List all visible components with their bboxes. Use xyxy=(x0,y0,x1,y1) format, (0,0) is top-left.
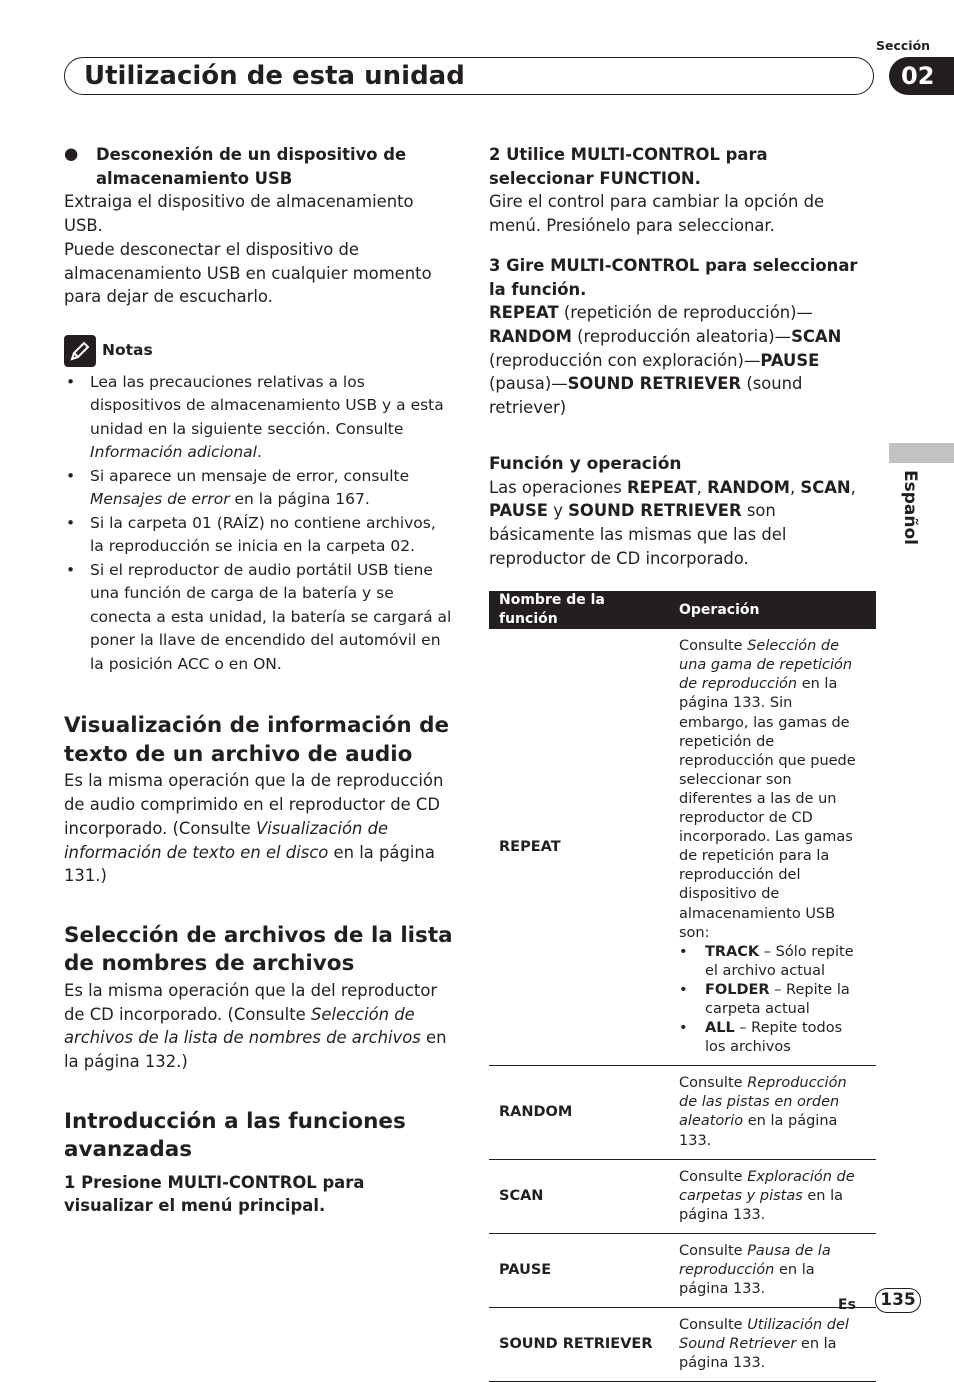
right-column xyxy=(489,143,876,571)
function-operation: Consulte Pausa de la reproducción en la página 133. xyxy=(669,1233,876,1307)
step-1: 1 Presione MULTI-CONTROL para visualizar el menú principal. xyxy=(64,1172,365,1216)
language-tab-marker xyxy=(889,443,954,463)
function-name: RANDOM xyxy=(489,1066,669,1159)
repeat-range-item: • ALL – Repite todos los archivos xyxy=(679,1020,843,1056)
section-heading-text-display: Visualización de información de texto de un archivo de audio xyxy=(64,713,450,767)
repeat-range-item: • TRACK – Sólo repite el archivo actual xyxy=(679,943,854,979)
table-row xyxy=(489,1308,876,1382)
section-body-file-list: Es la misma operación que la del reproductor de CD incorporado. (Consulte Selección de archivos de la lista de nombres de archivos en la página 132.) xyxy=(64,980,447,1072)
step-3-body: REPEAT (repetición de reproducción)—RANDOM (reproducción aleatoria)—SCAN (reproducción con exploración)—PAUSE (pausa)—SOUND RETRIEVER (sound retriever) xyxy=(489,303,842,418)
section-heading-file-list: Selección de archivos de la lista de nombres de archivos xyxy=(64,922,453,977)
bullet-icon: • xyxy=(679,943,688,960)
section-heading-advanced-functions: Introducción a las funciones avanzadas xyxy=(64,1108,406,1163)
table-header-row xyxy=(489,591,876,629)
note-item: • Si el reproductor de audio portátil USB tiene una función de carga de la batería y se conecta a esta unidad, la batería se cargará al poner la llave de encendido del automóvil en la posición ACC o en ON. xyxy=(66,560,452,673)
table-header-function: Nombre de la función xyxy=(489,591,669,629)
function-operation: Consulte Reproducción de las pistas en orden aleatorio en la página 133. xyxy=(669,1066,876,1159)
page-number: 135 xyxy=(875,1288,921,1313)
table-row xyxy=(489,1159,876,1233)
bullet-icon: • xyxy=(66,372,76,391)
repeat-range-item: • FOLDER – Repite la carpeta actual xyxy=(679,981,850,1017)
table-header-operation: Operación xyxy=(669,591,876,629)
pencil-icon xyxy=(64,335,96,367)
note-item: • Lea las precauciones relativas a los dispositivos de almacenamiento USB y a esta unidad en la siguiente sección. Consulte Información adicional. xyxy=(66,372,444,462)
table-row xyxy=(489,1233,876,1307)
step-2-body: Gire el control para cambiar la opción de menú. Presiónelo para seleccionar. xyxy=(489,192,825,236)
section-label: Sección xyxy=(876,38,931,53)
function-operation: Consulte Exploración de carpetas y pistas en la página 133. xyxy=(669,1159,876,1233)
bullet-icon: • xyxy=(679,981,688,998)
section-number: 02 xyxy=(889,57,954,95)
language-tab-label: Español xyxy=(900,470,920,545)
bullet-icon: • xyxy=(679,1020,688,1037)
function-operation: Consulte Utilización del Sound Retriever en la página 133. xyxy=(669,1308,876,1382)
function-name: SOUND RETRIEVER xyxy=(489,1308,669,1382)
bullet-icon: • xyxy=(66,513,76,532)
usb-disconnect-p1: Extraiga el dispositivo de almacenamiento USB. xyxy=(64,192,414,236)
page-title: Utilización de esta unidad xyxy=(84,61,465,91)
bullet-icon: • xyxy=(66,466,76,485)
usb-disconnect-p2: Puede desconectar el dispositivo de almacenamiento USB en cualquier momento para dejar de escucharlo. xyxy=(64,239,432,307)
left-column xyxy=(64,143,454,1218)
function-table xyxy=(489,591,876,1382)
bullet-icon: • xyxy=(66,560,76,579)
step-3-heading: 3 Gire MULTI-CONTROL para seleccionar la función. xyxy=(489,255,858,299)
section-body-text-display: Es la misma operación que la de reproducción de audio comprimido en el reproductor de CD incorporado. (Consulte Visualización de información de texto en el disco en la página 131.) xyxy=(64,771,444,886)
function-name: SCAN xyxy=(489,1159,669,1233)
function-name: REPEAT xyxy=(489,629,669,1066)
bullet-dot-icon: ● xyxy=(64,144,79,163)
notes-title: Notas xyxy=(102,341,153,360)
usb-disconnect-heading: ● Desconexión de un dispositivo de almacenamiento USB xyxy=(64,144,407,188)
step-2-heading: 2 Utilice MULTI-CONTROL para seleccionar FUNCTION. xyxy=(489,145,768,188)
note-item: • Si la carpeta 01 (RAÍZ) no contiene archivos, la reproducción se inicia en la carpeta 02. xyxy=(66,513,436,556)
notes-header xyxy=(64,335,454,367)
table-row xyxy=(489,1066,876,1159)
function-operation: Consulte Selección de una gama de repetición de reproducción en la página 133. Sin embargo, las gamas de repetición de reproducción que puede seleccionar son diferentes a las de un reproductor de CD incorporado. Las gamas de repetición para la reproducción del dispositivo de almacenamiento USB son: • TRACK – Sólo repite el archivo actual • FOLDER – Repite la carpeta actual • ALL – Repite todos los archivos xyxy=(669,629,876,1066)
note-item: • Si aparece un mensaje de error, consulte Mensajes de error en la página 167. xyxy=(66,466,410,509)
function-operation-heading: Función y operación xyxy=(489,453,682,474)
function-operation-body: Las operaciones REPEAT, RANDOM, SCAN, PAUSE y SOUND RETRIEVER son básicamente las mismas que las del reproductor de CD incorporado. xyxy=(489,477,856,568)
table-row xyxy=(489,629,876,1066)
function-name: PAUSE xyxy=(489,1233,669,1307)
footer-language: Es xyxy=(838,1297,856,1313)
